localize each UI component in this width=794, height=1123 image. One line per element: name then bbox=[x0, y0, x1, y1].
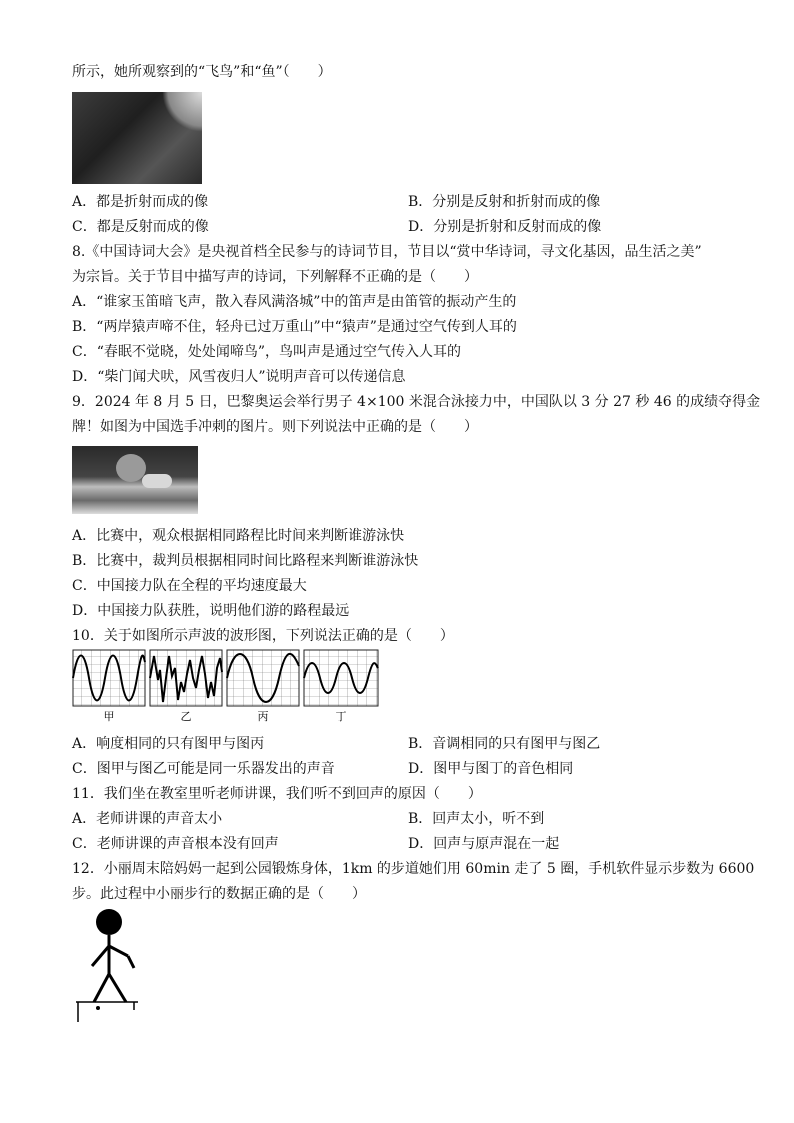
q7-option-d: D．分别是折射和反射而成的像 bbox=[408, 219, 602, 235]
q7-option-b: B．分别是反射和折射而成的像 bbox=[408, 194, 601, 210]
wave-label-yi: 乙 bbox=[180, 710, 192, 722]
q10-stem: 10．关于如图所示声波的波形图，下列说法正确的是（ ） bbox=[72, 628, 454, 644]
wave-label-jia: 甲 bbox=[103, 710, 115, 722]
wave-label-bing: 丙 bbox=[257, 710, 269, 722]
swimmer-arm bbox=[142, 474, 172, 488]
q8-stem-line-1: 8.《中国诗词大会》是央视首档全民参与的诗词节目，节目以“赏中华诗词，寻文化基因，品生活之美” bbox=[72, 244, 702, 260]
q8-option-d: D．“柴门闻犬吠，风雪夜归人”说明声音可以传递信息 bbox=[72, 369, 406, 385]
q9-stem-line-2: 牌！如图为中国选手冲刺的图片。则下列说法中正确的是（ ） bbox=[72, 419, 478, 435]
q12-stem-line-1: 12．小丽周末陪妈妈一起到公园锻炼身体，1km 的步道她们用 60min 走了 5 圈，手机软件显示步数为 6600 bbox=[72, 861, 755, 877]
q11-stem: 11．我们坐在教室里听老师讲课，我们听不到回声的原因（ ） bbox=[72, 786, 482, 802]
q12-stem-line-2: 步。此过程中小丽步行的数据正确的是（ ） bbox=[72, 886, 366, 902]
q10-option-c: C．图甲与图乙可能是同一乐器发出的声音 bbox=[72, 761, 335, 777]
walking-figure bbox=[74, 908, 144, 1024]
q9-option-c: C．中国接力队在全程的平均速度最大 bbox=[72, 578, 307, 594]
swimmer-photo bbox=[72, 446, 198, 514]
wave-label-ding: 丁 bbox=[335, 710, 347, 722]
waveform-panel-jia bbox=[73, 650, 145, 706]
q7-option-a: A．都是折射而成的像 bbox=[72, 194, 209, 210]
q8-stem-line-2: 为宗旨。关于节目中描写声的诗词，下列解释不正确的是（ ） bbox=[72, 269, 478, 285]
q8-option-a: A．“谁家玉笛暗飞声，散入春风满洛城”中的笛声是由笛管的振动产生的 bbox=[72, 294, 517, 310]
waveform-panel-ding bbox=[304, 650, 378, 706]
q8-option-b: B．“两岸猿声啼不住，轻舟已过万重山”中“猿声”是通过空气传到人耳的 bbox=[72, 319, 517, 335]
q11-option-b: B．回声太小，听不到 bbox=[408, 811, 545, 827]
q9-option-b: B．比赛中，裁判员根据相同时间比路程来判断谁游泳快 bbox=[72, 553, 419, 569]
q9-stem-line-1: 9．2024 年 8 月 5 日，巴黎奥运会举行男子 4×100 米混合泳接力中，中国队以 3 分 27 秒 46 的成绩夺得金 bbox=[72, 394, 761, 410]
q11-option-a: A．老师讲课的声音太小 bbox=[72, 811, 223, 827]
waveform-panel-yi bbox=[150, 650, 222, 706]
q9-option-a: A．比赛中，观众根据相同路程比时间来判断谁游泳快 bbox=[72, 528, 405, 544]
q11-option-c: C．老师讲课的声音根本没有回声 bbox=[72, 836, 279, 852]
q7-option-c: C．都是反射而成的像 bbox=[72, 219, 209, 235]
sound-waveforms-figure bbox=[72, 648, 382, 722]
q11-option-d: D．回声与原声混在一起 bbox=[408, 836, 560, 852]
q10-option-d: D．图甲与图丁的音色相同 bbox=[408, 761, 574, 777]
q9-option-d: D．中国接力队获胜，说明他们游的路程最远 bbox=[72, 603, 350, 619]
waveform-panel-bing bbox=[227, 650, 299, 706]
q7-stem-tail: 所示，她所观察到的“飞鸟”和“鱼”（ ） bbox=[72, 64, 332, 80]
fish-birds-photo bbox=[72, 92, 202, 184]
q10-option-b: B．音调相同的只有图甲与图乙 bbox=[408, 736, 601, 752]
q10-option-a: A．响度相同的只有图甲与图丙 bbox=[72, 736, 265, 752]
q8-option-c: C．“春眠不觉晓，处处闻啼鸟”，鸟叫声是通过空气传入人耳的 bbox=[72, 344, 462, 360]
